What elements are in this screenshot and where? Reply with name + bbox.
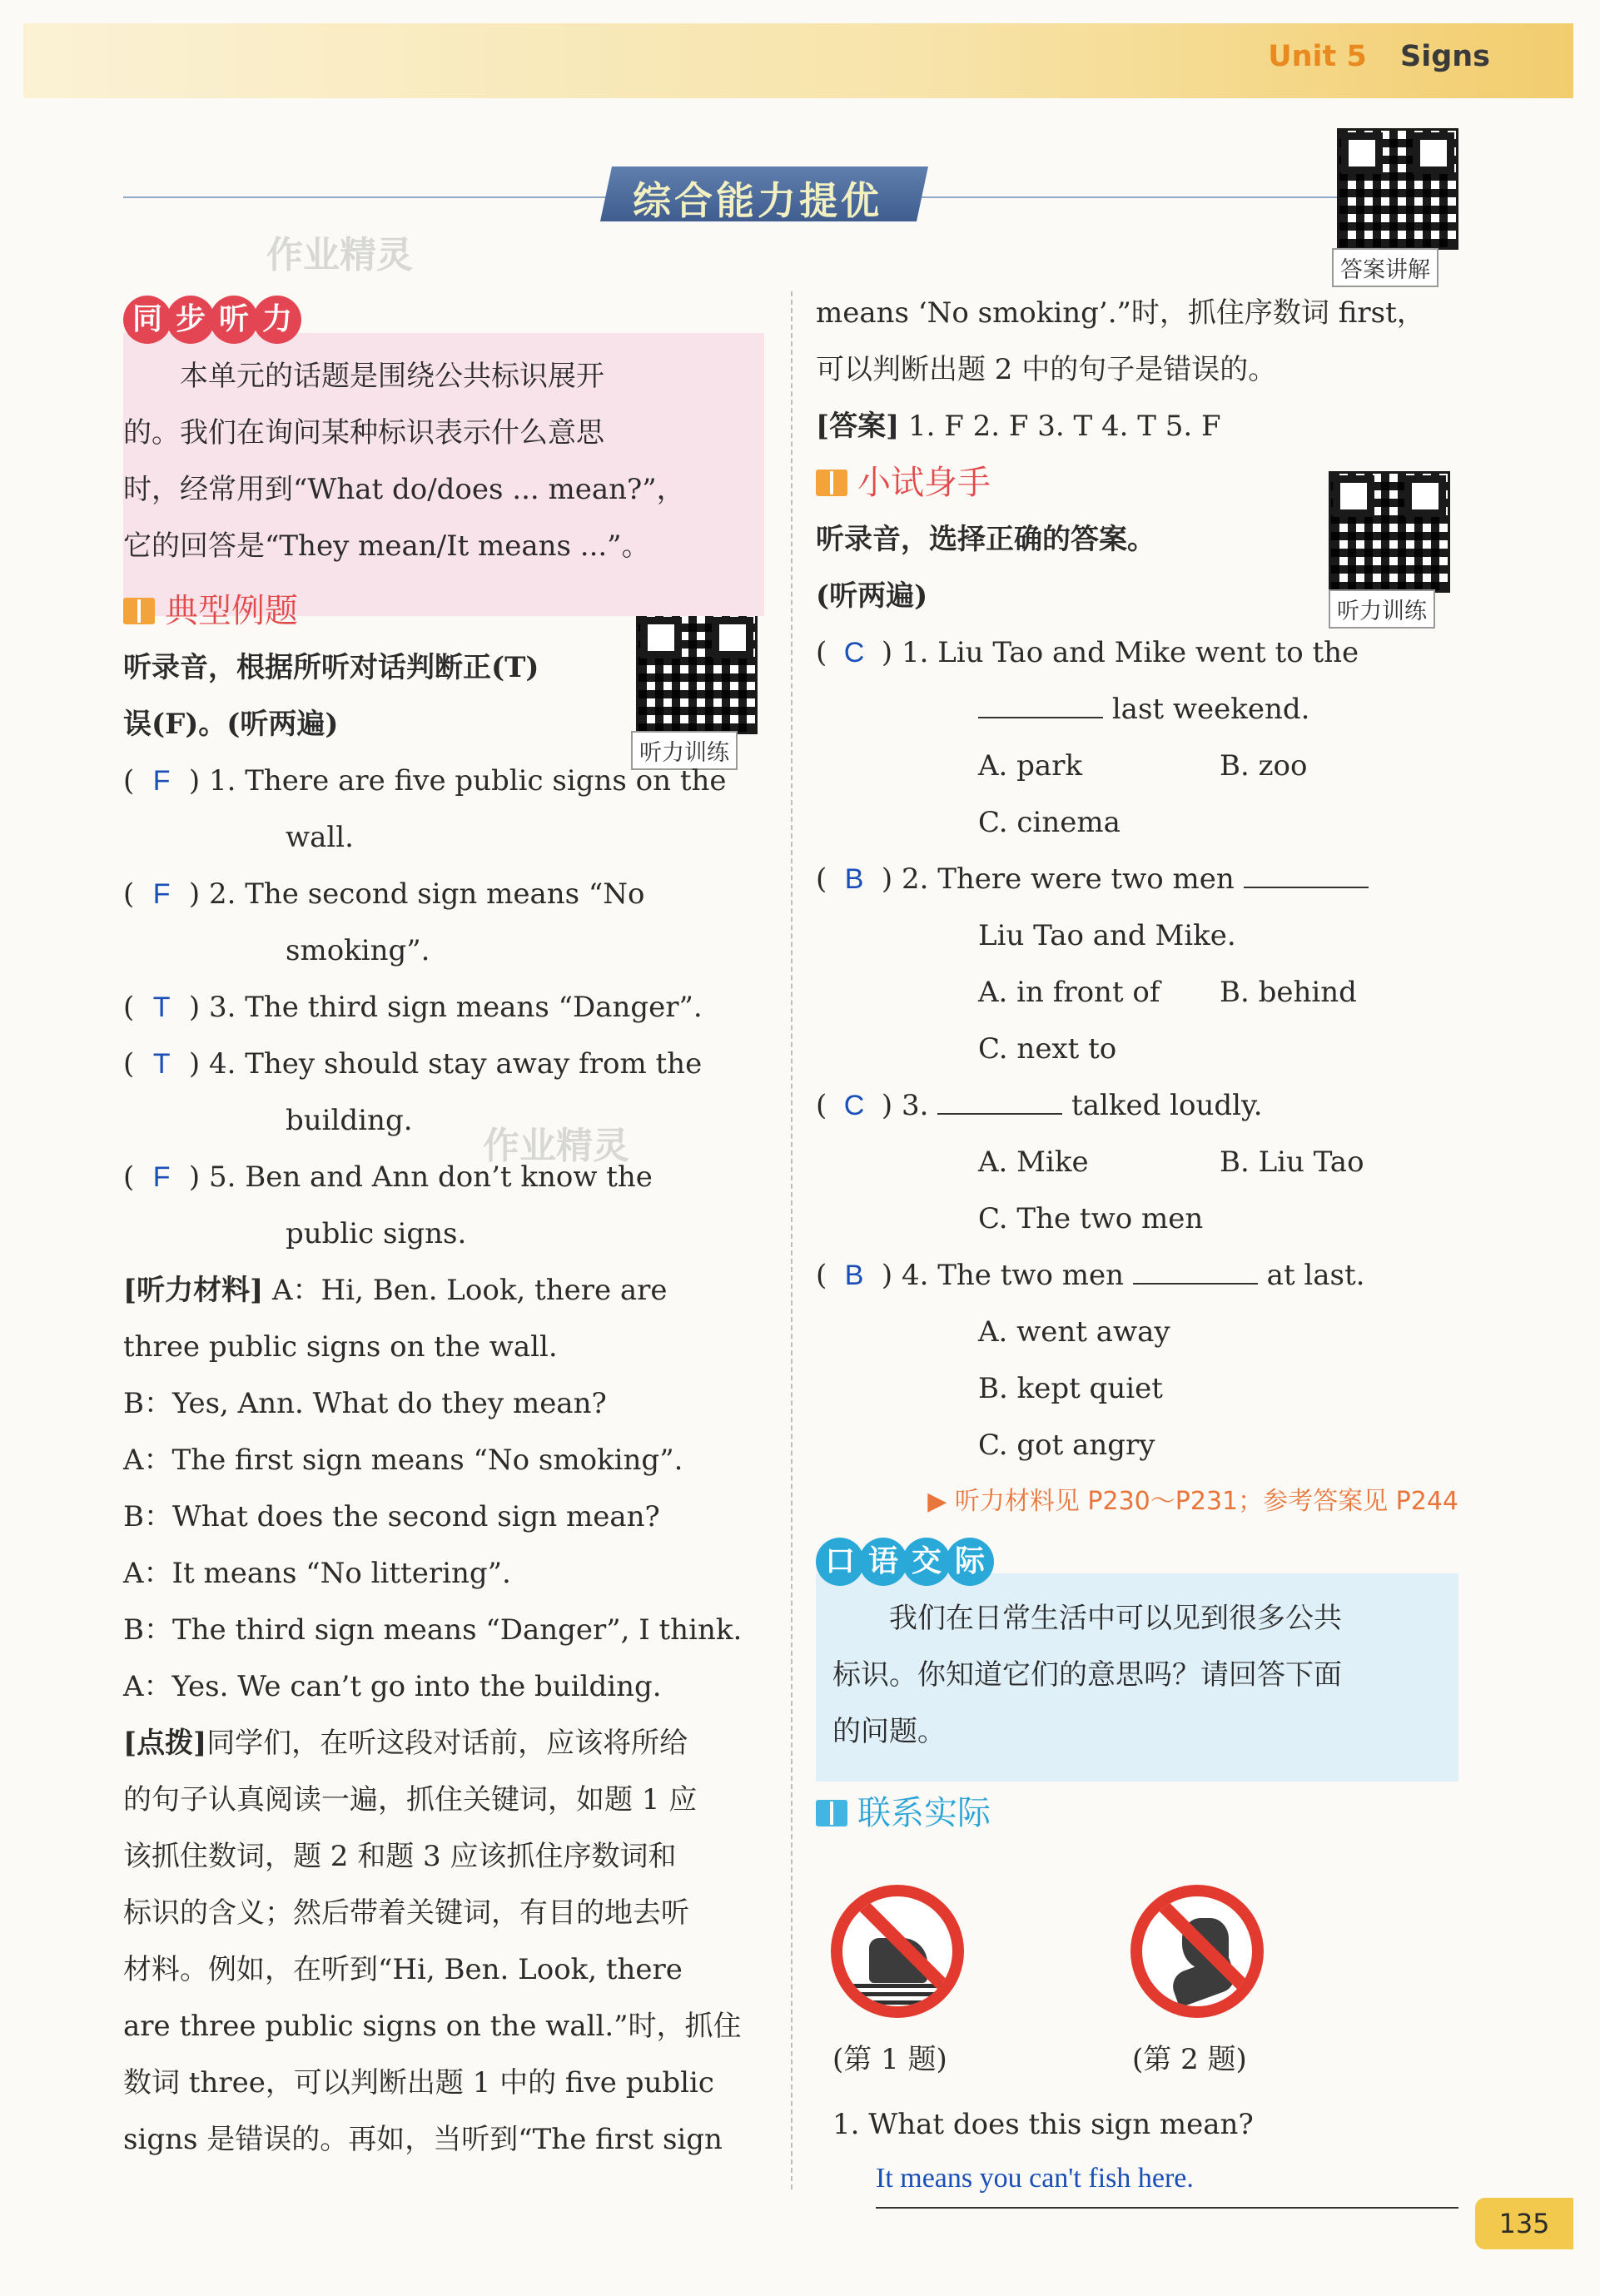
material-line: A：Yes. We can’t go into the building.	[123, 1670, 662, 1703]
question-number: 3.	[208, 991, 236, 1024]
option: B. behind	[1220, 976, 1357, 1009]
question-text: The second sign means “No	[245, 877, 645, 911]
question-number: 4.	[901, 1259, 929, 1292]
right-column	[816, 285, 1458, 1841]
question-1-answer-wrap	[876, 2149, 1458, 2209]
option: B. zoo	[1220, 749, 1308, 783]
material-line: A：It means “No littering”.	[123, 1557, 511, 1590]
answer-blank	[1244, 858, 1369, 888]
tf-question: ( T ) 4. They should stay away from the building.	[123, 1036, 764, 1149]
mc-question: ( C ) 3. talked loudly. A. Mike B. Liu Tao C. The two men	[816, 1077, 1458, 1247]
question-number: 2.	[901, 862, 929, 896]
sync-text: 的。我们在询问某种标识表示什么意思	[123, 416, 604, 450]
tf-answer: F	[152, 878, 171, 910]
question-number: 4.	[208, 1047, 236, 1081]
book-icon	[123, 598, 155, 624]
option: C. next to	[978, 1032, 1117, 1066]
tf-question: ( T ) 3. The third sign means “Danger”.	[123, 979, 764, 1036]
question-number: 1.	[208, 764, 236, 798]
example-heading	[123, 583, 764, 639]
unit-title: Signs	[1399, 40, 1490, 73]
material-line: A：Hi, Ben. Look, there are	[272, 1274, 668, 1307]
question-text: last weekend.	[1111, 693, 1310, 726]
sync-text: 本单元的话题是围绕公共标识展开	[180, 360, 604, 393]
option: C. The two men	[978, 1202, 1204, 1235]
no-littering-sign-icon	[1130, 1885, 1264, 2018]
tip-line: 数词 three，可以判断出题 1 中的 five public	[123, 2066, 714, 2100]
example-instruction: 误(F)。(听两遍)	[123, 708, 339, 741]
title-char: 交	[902, 1538, 951, 1586]
qr-code-answer[interactable]	[1337, 128, 1458, 250]
oral-text: 我们在日常生活中可以见到很多公共	[889, 1602, 1342, 1635]
question-text: talked loudly.	[1071, 1089, 1263, 1122]
mc-question: ( B ) 2. There were two men Liu Tao and Mike. A. in front of B. behind C. next to	[816, 851, 1458, 1077]
material-line: B：Yes, Ann. What do they mean?	[123, 1387, 607, 1420]
watermark: 作业精灵	[483, 1125, 629, 1167]
question-text: The third sign means “Danger”.	[245, 991, 703, 1024]
tip-line: are three public signs on the wall.”时，抓住	[123, 2010, 742, 2043]
title-char: 力	[253, 296, 301, 344]
unit-header	[1268, 40, 1490, 73]
unit-number: Unit 5	[1268, 40, 1367, 73]
mc-answer: C	[843, 1090, 865, 1121]
sign2-caption: (第 2 题)	[1132, 2043, 1247, 2076]
example-title: 典型例题	[165, 592, 298, 630]
tip-line: 标识的含义；然后带着关键词，有目的地去听	[123, 1896, 689, 1930]
material-line: B：What does the second sign mean?	[123, 1500, 660, 1533]
try-title: 小试身手	[857, 464, 991, 502]
title-char: 际	[946, 1538, 994, 1586]
question-text: Ben and Ann don’t know the	[245, 1160, 653, 1194]
question-number: 1.	[901, 636, 929, 669]
question-text: smoking”.	[286, 934, 430, 967]
tip-label: [点拨]	[123, 1727, 207, 1760]
tf-answer: F	[152, 765, 171, 797]
question-text: public signs.	[286, 1217, 467, 1250]
mc-answer: C	[843, 637, 865, 668]
question-text: There are five public signs on the	[245, 764, 727, 798]
tip-line: 该抓住数词，题 2 和题 3 应该抓住序数词和	[123, 1840, 677, 1873]
book-icon	[816, 1800, 847, 1826]
question-text: They should stay away from the	[245, 1047, 703, 1081]
tip-line: 同学们，在听这段对话前，应该将所给	[206, 1727, 688, 1760]
tip-continued: means ‘No smoking’.”时，抓住序数词 first，	[816, 296, 1425, 330]
oral-text: 的问题。	[832, 1715, 946, 1748]
question-text: There were two men	[937, 862, 1235, 896]
question-1: 1. What does this sign mean?	[832, 2108, 1254, 2141]
page-number: 135	[1475, 2198, 1573, 2249]
material-line: A：The first sign means “No smoking”.	[123, 1444, 683, 1477]
tip-line: signs 是错误的。再如，当听到“The first sign	[123, 2123, 723, 2156]
option: B. kept quiet	[978, 1372, 1163, 1405]
oral-title	[816, 1533, 989, 1590]
question-text: at last.	[1266, 1259, 1365, 1292]
title-char: 同	[123, 296, 171, 344]
question-text: wall.	[286, 821, 354, 854]
title-char: 口	[816, 1538, 864, 1586]
tip-continued: 可以判断出题 2 中的句子是错误的。	[816, 353, 1277, 386]
title-char: 听	[210, 296, 258, 344]
option: A. Mike	[978, 1146, 1089, 1179]
option: A. in front of	[978, 976, 1160, 1009]
example-instruction: 听录音，根据所听对话判断正(T)	[123, 651, 539, 684]
question-text: The two men	[937, 1259, 1125, 1292]
tip-line: 材料。例如，在听到“Hi, Ben. Look, there	[123, 1953, 683, 1986]
question-text: building.	[286, 1104, 413, 1137]
option: C. cinema	[978, 806, 1120, 839]
answer-key: 1. F 2. F 3. T 4. T 5. F	[908, 410, 1221, 443]
answer-blank	[937, 1085, 1062, 1115]
option: B. Liu Tao	[1220, 1146, 1364, 1179]
oral-text: 标识。你知道它们的意思吗？请回答下面	[832, 1658, 1342, 1692]
sync-text: 时，经常用到“What do/does ... mean?”，	[123, 473, 685, 506]
option: A. went away	[978, 1315, 1170, 1349]
no-fishing-sign-icon	[831, 1885, 964, 2018]
material-line: three public signs on the wall.	[123, 1330, 558, 1364]
question-1-answer: It means you can't fish here.	[876, 2150, 1458, 2209]
question-number: 3.	[901, 1089, 929, 1122]
mc-question: ( B ) 4. The two men at last. A. went away B. kept quiet C. got angry	[816, 1247, 1458, 1474]
tf-question: ( F ) 2. The second sign means “No smoking”.	[123, 866, 764, 979]
real-heading	[816, 1785, 1458, 1841]
answer-blank	[1133, 1255, 1258, 1285]
title-char: 步	[166, 296, 215, 344]
option: A. park	[978, 749, 1083, 783]
column-divider	[791, 291, 793, 2189]
sync-text: 它的回答是“They mean/It means ...”。	[123, 529, 650, 563]
left-column	[123, 291, 764, 2168]
sync-listening-title	[123, 291, 296, 348]
qr-caption-listen-2: 听力训练	[1329, 589, 1435, 629]
mc-answer: B	[844, 1260, 864, 1291]
option: C. got angry	[978, 1429, 1155, 1462]
try-heading	[816, 455, 1458, 511]
real-title: 联系实际	[857, 1794, 991, 1832]
tf-answer: F	[152, 1161, 171, 1193]
question-text: Liu Tao and Mike went to the	[937, 636, 1359, 669]
answer-blank	[978, 688, 1103, 718]
tf-question: ( F ) 1. There are five public signs on the wall.	[123, 753, 764, 866]
material-line: B：The third sign means “Danger”, I think.	[123, 1613, 743, 1647]
title-char: 语	[859, 1538, 907, 1586]
reference-note: ▶ 听力材料见 P230～P231；参考答案见 P244	[927, 1487, 1458, 1516]
tf-question: ( F ) 5. Ben and Ann don’t know the public signs.	[123, 1149, 764, 1262]
question-number: 2.	[208, 877, 236, 911]
sign1-caption: (第 1 题)	[832, 2043, 947, 2076]
qr-caption-answer: 答案讲解	[1332, 248, 1439, 287]
tip-line: 的句子认真阅读一遍，抓住关键词，如题 1 应	[123, 1783, 698, 1816]
question-text: Liu Tao and Mike.	[978, 919, 1236, 952]
mc-question: ( C ) 1. Liu Tao and Mike went to the last weekend. A. park B. zoo C. cinema	[816, 624, 1458, 851]
qr-caption-listen-1: 听力训练	[631, 731, 738, 770]
book-icon	[816, 470, 847, 496]
tf-answer: T	[152, 991, 171, 1023]
material-label: [听力材料]	[123, 1274, 264, 1307]
tf-answer: T	[152, 1048, 171, 1080]
question-number: 5.	[208, 1160, 236, 1194]
answer-label: [答案]	[816, 410, 900, 443]
section-title: 综合能力提优	[633, 178, 882, 223]
try-instruction: (听两遍)	[816, 579, 928, 613]
mc-answer: B	[844, 863, 864, 895]
watermark: 作业精灵	[266, 234, 413, 276]
try-instruction: 听录音，选择正确的答案。	[816, 523, 1155, 556]
